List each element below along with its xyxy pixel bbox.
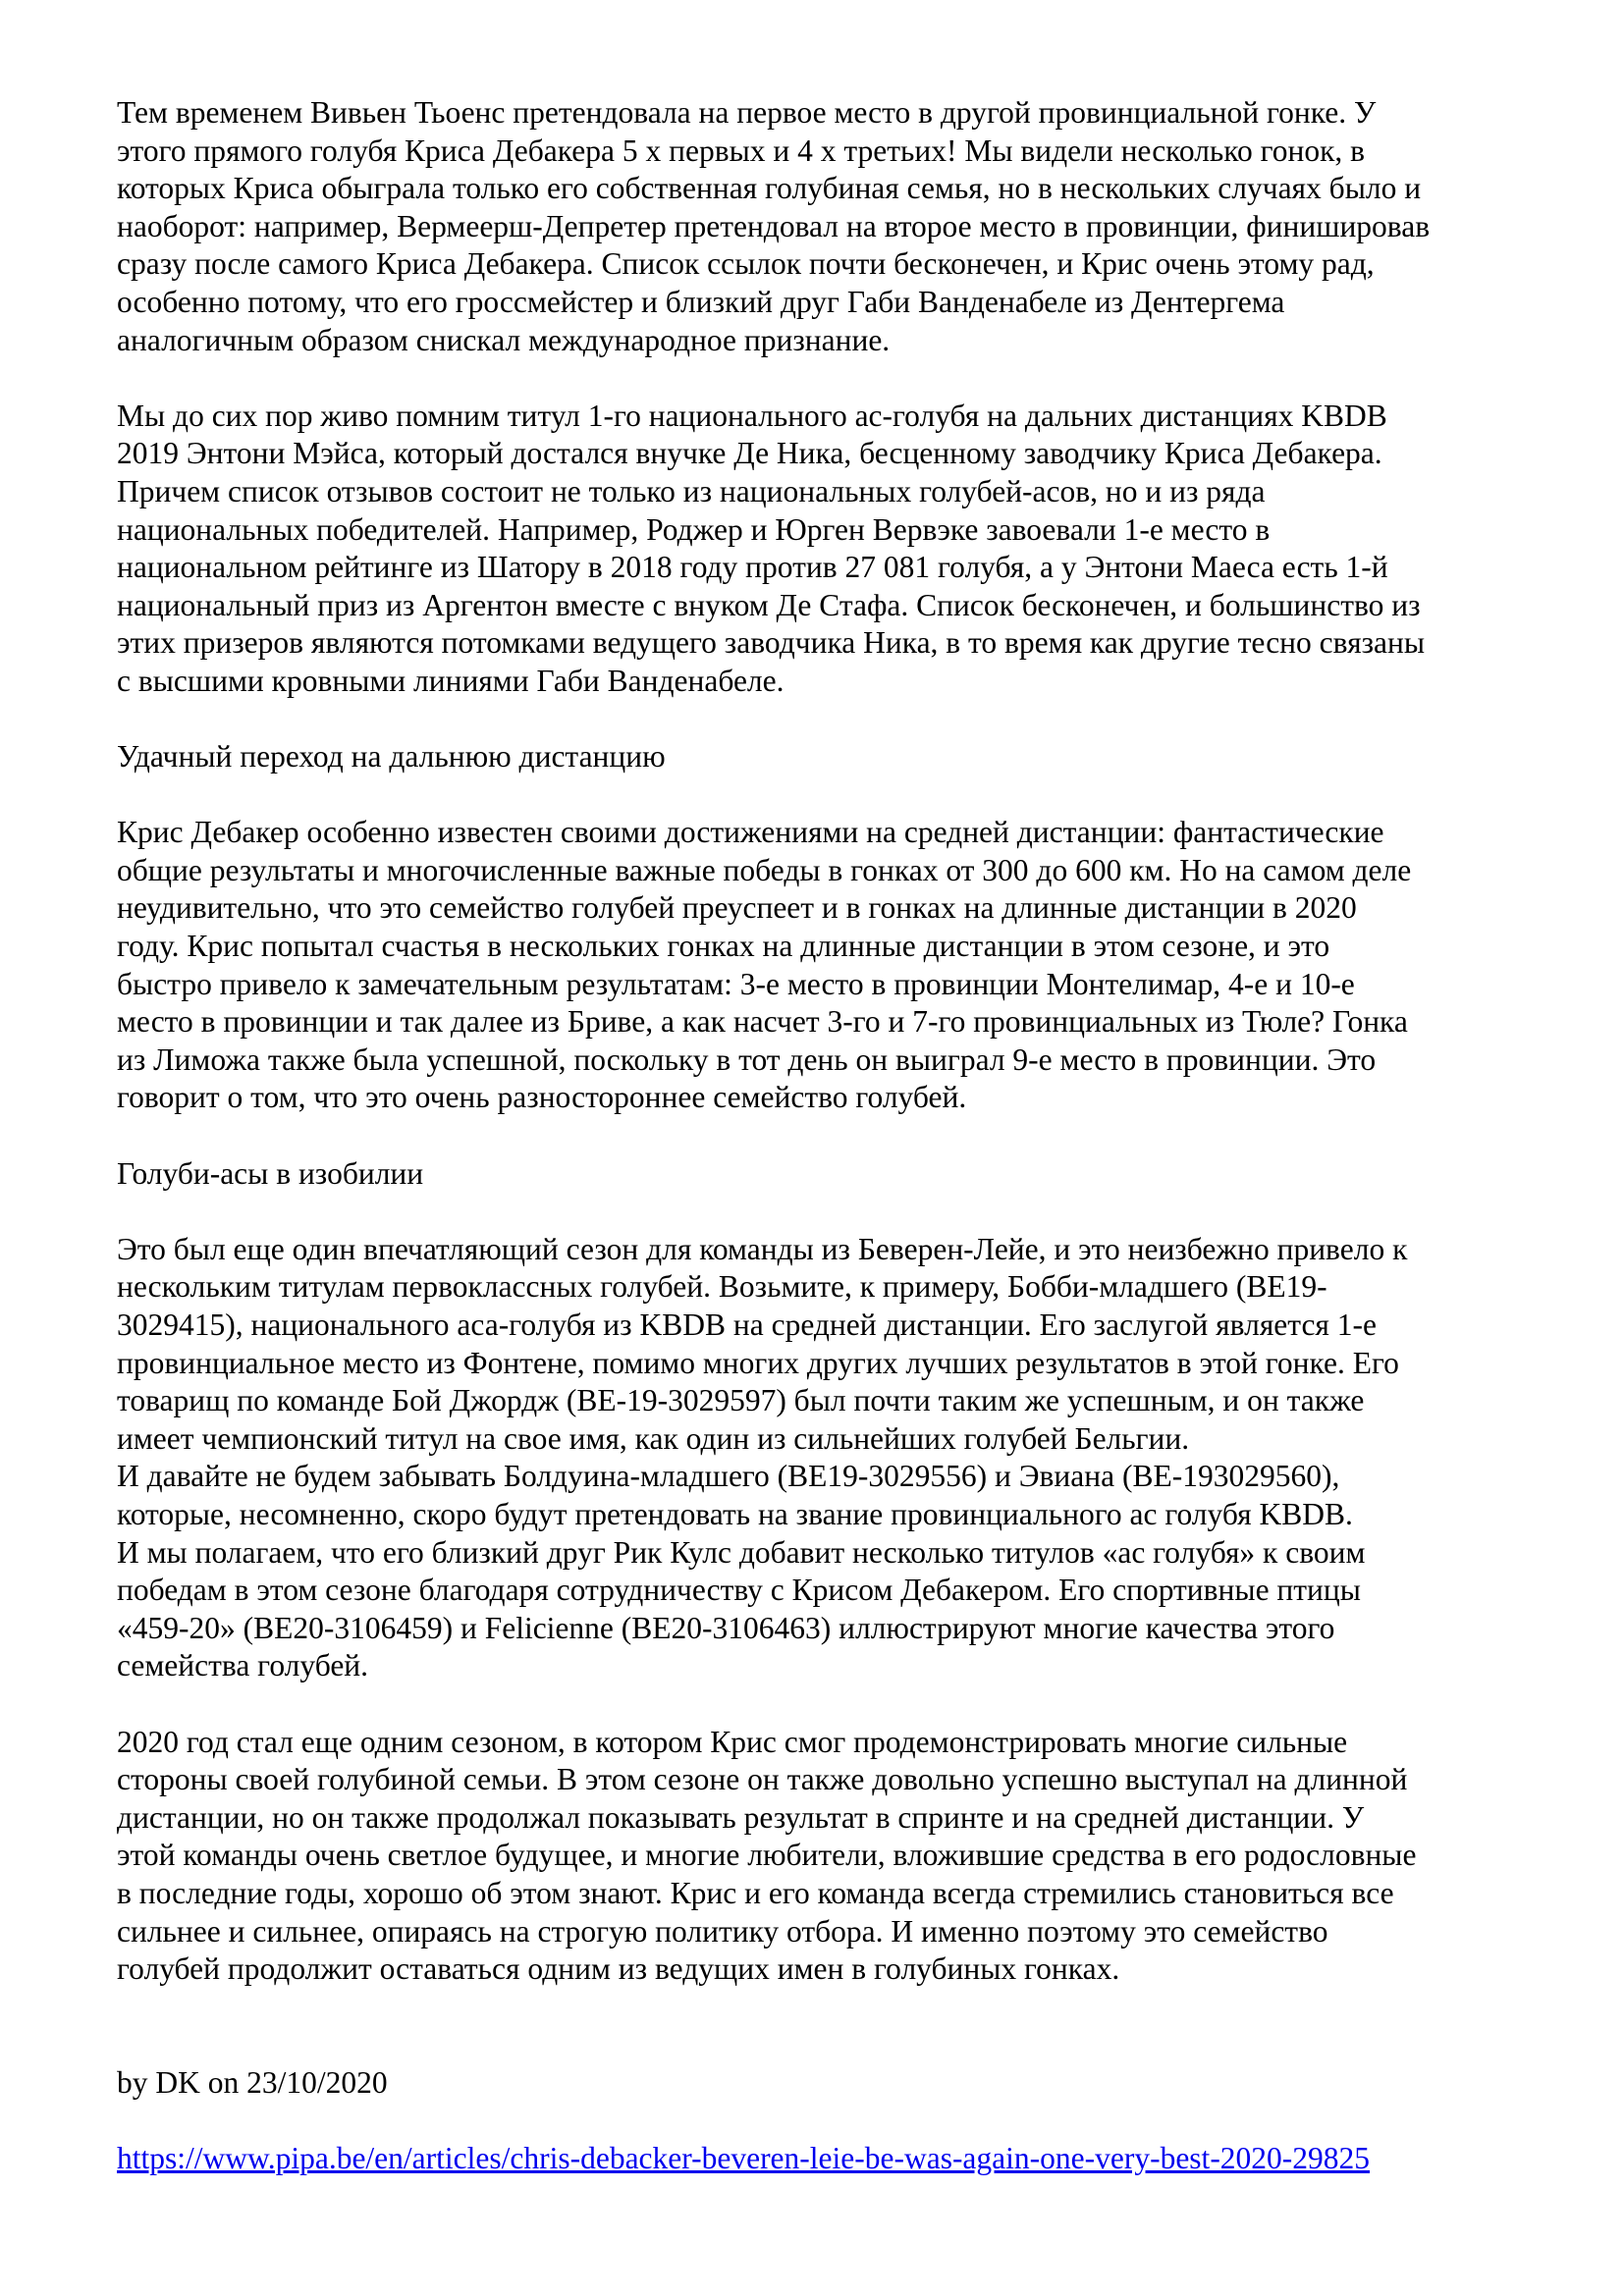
paragraph-long-distance xyxy=(117,814,1511,1117)
text-line: говорит о том, что это очень разностороннее семейство голубей. xyxy=(117,1080,967,1115)
text-line: стороны своей голубиной семьи. В этом сезоне он также довольно успешно выступал на длинной xyxy=(117,1762,1408,1797)
text-line: 2020 год стал еще одним сезоном, в котором Крис смог продемонстрировать многие сильные xyxy=(117,1724,1348,1759)
byline xyxy=(117,2064,1511,2103)
text-line: наоборот: например, Вермеерш-Депретер претендовал на второе место в провинции, финишировав xyxy=(117,208,1431,243)
text-line: этого прямого голубя Криса Дебакера 5 х первых и 4 х третьих! Мы видели несколько гонок, в xyxy=(117,133,1366,168)
text-line: 2019 Энтони Мэйса, который достался внучке Де Ника, бесценному заводчику Криса Дебакера. xyxy=(117,436,1382,471)
text-line: сразу после самого Криса Дебакера. Список ссылок почти бесконечен, и Крис очень этому рад, xyxy=(117,246,1375,282)
text-line: Крис Дебакер особенно известен своими достижениями на средней дистанции: фантастические xyxy=(117,815,1384,850)
text-line: с высшими кровными линиями Габи Ванденабеле. xyxy=(117,663,785,698)
text-line: национальном рейтинге из Шатору в 2018 году против 27 081 голубя, а у Энтони Маеса есть 1-й xyxy=(117,550,1388,585)
text-line: провинциальное место из Фонтене, помимо многих других лучших результатов в этой гонке. Его xyxy=(117,1345,1399,1380)
text-line: неудивительно, что это семейство голубей преуспеет и в гонках на длинные дистанции в 2020 xyxy=(117,890,1357,926)
text-line: особенно потому, что его гроссмейстер и близкий друг Габи Ванденабеле из Дентергема xyxy=(117,284,1285,319)
text-line: аналогичным образом снискал международное признание. xyxy=(117,322,891,357)
text-line: место в провинции и так далее из Бриве, а как насчет 3-го и 7-го провинциальных из Тюле? Гонка xyxy=(117,1004,1408,1040)
text-line: «459-20» (BE20-3106459) и Felicienne (BE20-3106463) иллюстрируют многие качества этого xyxy=(117,1610,1335,1645)
paragraph-intro xyxy=(117,94,1511,359)
source-link[interactable]: https://www.pipa.be/en/articles/chris-debacker-beveren-leie-be-was-again-one-very-best-2020-29825 xyxy=(117,2140,1371,2175)
text-line: нескольким титулам первоклассных голубей. Возьмите, к примеру, Бобби-младшего (BE19- xyxy=(117,1269,1327,1305)
document-page xyxy=(117,94,1511,2177)
section-heading-text: Удачный переход на дальнюю дистанцию xyxy=(117,739,666,774)
byline-text: by DK on 23/10/2020 xyxy=(117,2064,388,2100)
text-line: сильнее и сильнее, опираясь на строгую политику отбора. И именно поэтому это семейство xyxy=(117,1913,1328,1949)
section-heading-ace-pigeons xyxy=(117,1155,1511,1194)
text-line: имеет чемпионский титул на свое имя, как один из сильнейших голубей Бельгии. xyxy=(117,1420,1190,1456)
text-line: товарищ по команде Бой Джордж (BE-19-3029597) был почти таким же успешным, и он также xyxy=(117,1383,1365,1418)
text-line: И мы полагаем, что его близкий друг Рик Кулс добавит несколько титулов «ас голубя» к своим xyxy=(117,1534,1366,1570)
text-line: общие результаты и многочисленные важные победы в гонках от 300 до 600 км. Но на самом деле xyxy=(117,852,1412,887)
text-line: голубей продолжит оставаться одним из ведущих имен в голубиных гонках. xyxy=(117,1951,1120,1987)
section-heading-long-distance xyxy=(117,738,1511,776)
text-line: Это был еще один впечатляющий сезон для команды из Беверен-Лейе, и это неизбежно привело к xyxy=(117,1231,1408,1266)
text-line: году. Крис попытал счастья в нескольких гонках на длинные дистанции в этом сезоне, и это xyxy=(117,929,1330,964)
source-link-row xyxy=(117,2140,1511,2178)
text-line: в последние годы, хорошо об этом знают. Крис и его команда всегда стремились становиться все xyxy=(117,1875,1394,1910)
section-heading-text: Голуби-асы в изобилии xyxy=(117,1155,424,1191)
paragraph-national-titles xyxy=(117,398,1511,701)
text-line: Тем временем Вивьен Тьоенс претендовала на первое место в другой провинциальной гонке. У xyxy=(117,95,1377,130)
text-line: семейства голубей. xyxy=(117,1648,369,1683)
paragraph-conclusion xyxy=(117,1724,1511,1989)
text-line: национальных победителей. Например, Роджер и Юрген Вервэке завоевали 1-е место в xyxy=(117,511,1271,547)
text-line: 3029415), национального аса-голубя из KBDB на средней дистанции. Его заслугой является 1-е xyxy=(117,1308,1378,1342)
text-line: Мы до сих пор живо помним титул 1-го национального ас-голубя на дальних дистанциях KBDB xyxy=(117,398,1387,433)
text-line: И давайте не будем забывать Болдуина-младшего (BE19-3029556) и Эвиана (BE-193029560), xyxy=(117,1459,1340,1494)
text-line: которых Криса обыграла только его собственная голубиная семья, но в нескольких случаях было и xyxy=(117,171,1422,206)
text-line: дистанции, но он также продолжал показывать результат в спринте и на средней дистанции. У xyxy=(117,1799,1365,1835)
text-line: быстро привело к замечательным результатам: 3-е место в провинции Монтелимар, 4-е и 10-е xyxy=(117,966,1355,1001)
text-line: победам в этом сезоне благодаря сотрудничеству с Крисом Дебакером. Его спортивные птицы xyxy=(117,1573,1361,1608)
text-line: которые, несомненно, скоро будут претендовать на звание провинциального ас голубя KBDB. xyxy=(117,1496,1353,1531)
text-line: этих призеров являются потомками ведущего заводчика Ника, в то время как другие тесно связаны xyxy=(117,625,1426,661)
paragraph-ace-pigeons xyxy=(117,1231,1511,1685)
text-line: из Лиможа также была успешной, поскольку в тот день он выиграл 9-е место в провинции. Это xyxy=(117,1041,1377,1077)
text-line: национальный приз из Аргентон вместе с внуком Де Стафа. Список бесконечен, и большинство из xyxy=(117,587,1421,622)
text-line: Причем список отзывов состоит не только из национальных голубей-асов, но и из ряда xyxy=(117,473,1266,508)
text-line: этой команды очень светлое будущее, и многие любители, вложившие средства в его родословные xyxy=(117,1838,1417,1873)
